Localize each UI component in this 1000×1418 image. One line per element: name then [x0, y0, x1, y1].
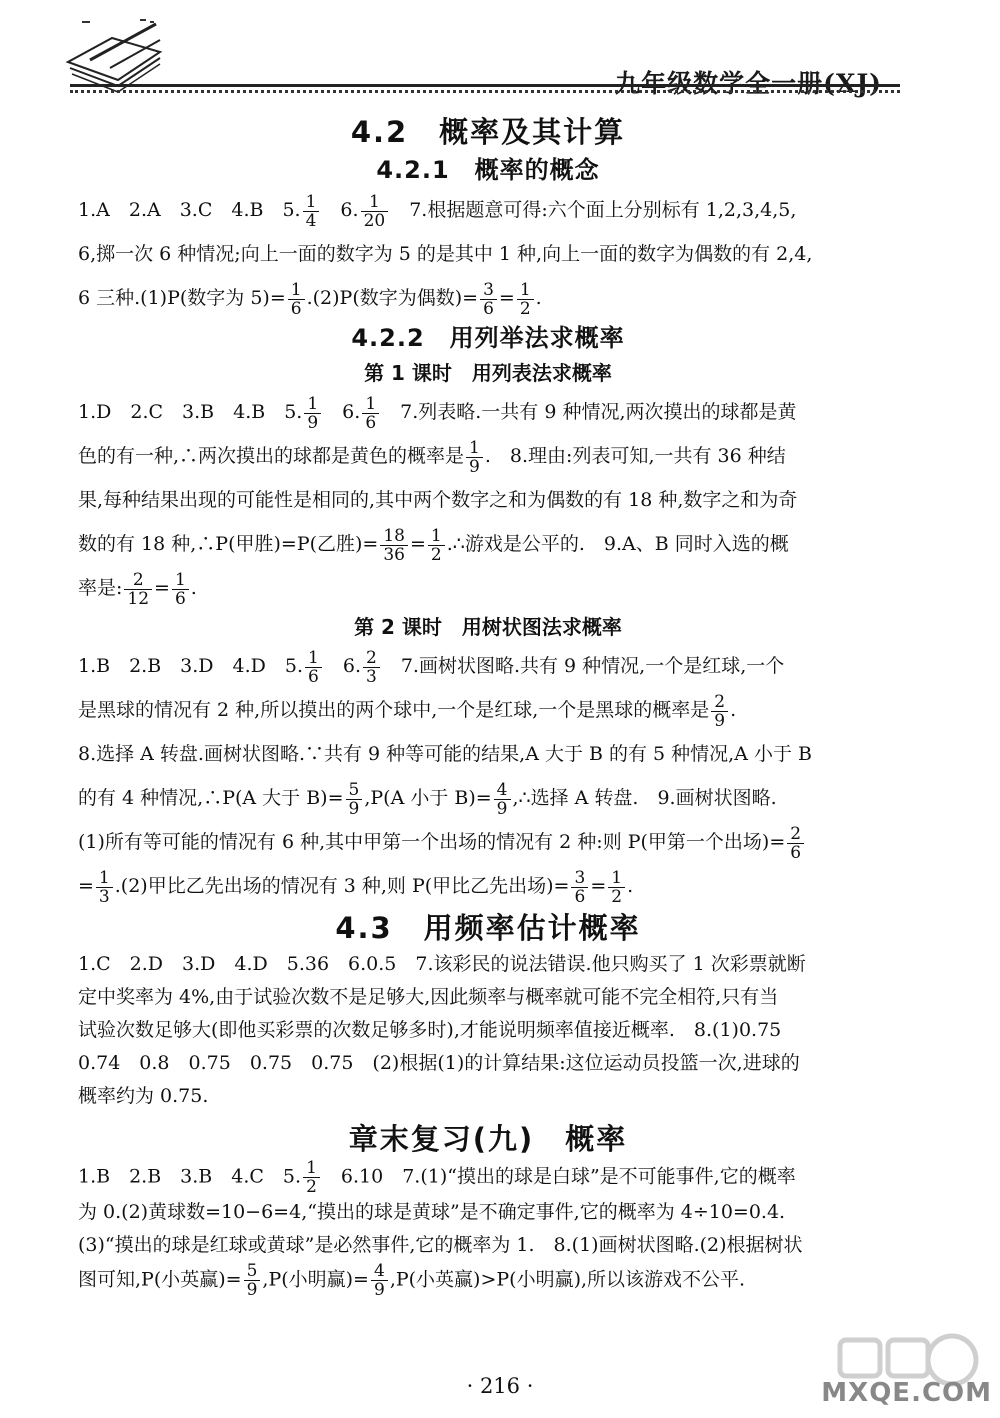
section-title-4-3: 4.3 用频率估计概率: [335, 911, 641, 945]
fraction: $\frac{3}{6}$: [571, 869, 588, 906]
answer-content: [78, 112, 898, 1299]
fraction: $\frac{1}{2}$: [303, 1159, 320, 1196]
chapter-review-title: 章末复习(九) 概率: [348, 1122, 628, 1156]
fraction: $\frac{2}{12}$: [124, 571, 152, 608]
fraction: $\frac{4}{9}$: [494, 781, 511, 818]
fraction: $\frac{1}{6}$: [172, 571, 189, 608]
section-title-4-2-2: 4.2.2 用列举法求概率: [351, 324, 625, 352]
book-title: 九年级数学全一册(XJ): [615, 69, 882, 98]
answers-4-2-1: 1.A 2.A 3.C 4.B 5. $\frac{1}{4}$ 6. $\frac{1}{20}$ 7.根据题意可得:六个面上分别标有 1,2,3,4,5, 6,掷一次 6 种情况;向上一面的数字为 5 的是其中 1 种,向上一面的数字为偶数的有 2,4, 6 三种.(1)P(数字为 5)= $\frac{1}{6}$ .(2)P(数字为偶数)= $\frac{3}{6}$ = $\frac{1}{2}$ .: [78, 191, 813, 319]
fraction: $\frac{5}{9}$: [346, 781, 363, 818]
fraction: $\frac{1}{6}$: [362, 395, 379, 432]
lesson-2-title: 第 2 课时 用树状图法求概率: [354, 615, 622, 639]
answers-4-3: 1.C 2.D 3.D 4.D 5.36 6.0.5 7.该彩民的说法错误.他只购买了 1 次彩票就断 定中奖率为 4%,由于试验次数不是足够大,因此频率与概率就可能不完全相符,只有当 试验次数足够大(即他买彩票的次数足够多时),才能说明频率值接近概率. 8.(1)0.75 0.74 0.8 0.75 0.75 0.75 (2)根据(1)的计算结果:这位运动员投篮一次,进球的 概率约为 0.75.: [78, 953, 806, 1107]
fraction: $\frac{1}{9}$: [304, 395, 321, 432]
fraction: $\frac{4}{9}$: [371, 1262, 388, 1299]
answers-lesson-2: 1.B 2.B 3.D 4.D 5. $\frac{1}{6}$ 6. $\frac{2}{3}$ 7.画树状图略.共有 9 种情况,一个是红球,一个 是黑球的情况有 2 种,所以摸出的两个球中,一个是红球,一个是黑球的概率是 $\frac{2}{9}$ . 8.选择 A 转盘.画树状图略.∵共有 9 种等可能的结果,A 大于 B 的有 5 种情况,A 小于 B 的有 4 种情况,∴P(A 大于 B)= $\frac{5}{9}$ ,P(A 小于 B)= $\frac{4}{9}$ ,∴选择 A 转盘. 9.画树状图略. (1)所有等可能的情况有 6 种,其中甲第一个出场的情况有 2 种:则 P(甲第一个出场)= $\frac{2}{6}$ = $\frac{1}{3}$ .(2)甲比乙先出场的情况有 3 种,则 P(甲比乙先出场)= $\frac{3}{6}$ = $\frac{1}{2}$ .: [78, 647, 812, 907]
section-title-4-2: 4.2 概率及其计算: [350, 115, 626, 149]
fraction: $\frac{18}{36}$: [380, 527, 408, 564]
header-divider: [70, 84, 900, 94]
fraction: $\frac{1}{4}$: [303, 193, 320, 230]
answers-lesson-1: 1.D 2.C 3.B 4.B 5. $\frac{1}{9}$ 6. $\frac{1}{6}$ 7.列表略.一共有 9 种情况,两次摸出的球都是黄 色的有一种,∴两次摸出的球都是黄色的概率是 $\frac{1}{9}$ . 8.理由:列表可知,一共有 36 种结 果,每种结果出现的可能性是相同的,其中两个数字之和为偶数的有 18 种,数字之和为奇 数的有 18 种,∴P(甲胜)=P(乙胜)= $\frac{18}{36}$ = $\frac{1}{2}$ .∴游戏是公平的. 9.A、B 同时入选的概 率是: $\frac{2}{12}$ = $\frac{1}{6}$ .: [78, 393, 798, 609]
watermark-text: MXQE.COM: [821, 1378, 992, 1408]
fraction: $\frac{1}{2}$: [608, 869, 625, 906]
page-number: · 216 ·: [466, 1374, 534, 1398]
fraction: $\frac{1}{20}$: [361, 193, 389, 230]
fraction: $\frac{2}{6}$: [787, 825, 804, 862]
fraction: $\frac{2}{9}$: [711, 693, 728, 730]
answers-review: 1.B 2.B 3.B 4.C 5. $\frac{1}{2}$ 6.10 7.(1)“摸出的球是白球”是不可能事件,它的概率 为 0.(2)黄球数=10−6=4,“摸出的球是黄球”是不确定事件,它的概率为 4÷10=0.4. (3)“摸出的球是红球或黄球”是必然事件,它的概率为 1. 8.(1)画树状图略.(2)根据树状 图可知,P(小英赢)= $\frac{5}{9}$ ,P(小明赢)= $\frac{4}{9}$ ,P(小英赢)>P(小明赢),所以该游戏不公平.: [78, 1158, 803, 1300]
fraction: $\frac{1}{6}$: [305, 649, 322, 686]
fraction: $\frac{1}{9}$: [466, 439, 483, 476]
fraction: $\frac{1}{2}$: [517, 281, 534, 318]
lesson-1-title: 第 1 课时 用列表法求概率: [364, 361, 612, 385]
section-title-4-2-1: 4.2.1 概率的概念: [376, 156, 600, 184]
fraction: $\frac{2}{3}$: [363, 649, 380, 686]
fraction: $\frac{1}{3}$: [96, 869, 113, 906]
fraction: $\frac{3}{6}$: [480, 281, 497, 318]
fraction: $\frac{1}{6}$: [288, 281, 305, 318]
fraction: $\frac{1}{2}$: [428, 527, 445, 564]
fraction: $\frac{5}{9}$: [244, 1262, 261, 1299]
